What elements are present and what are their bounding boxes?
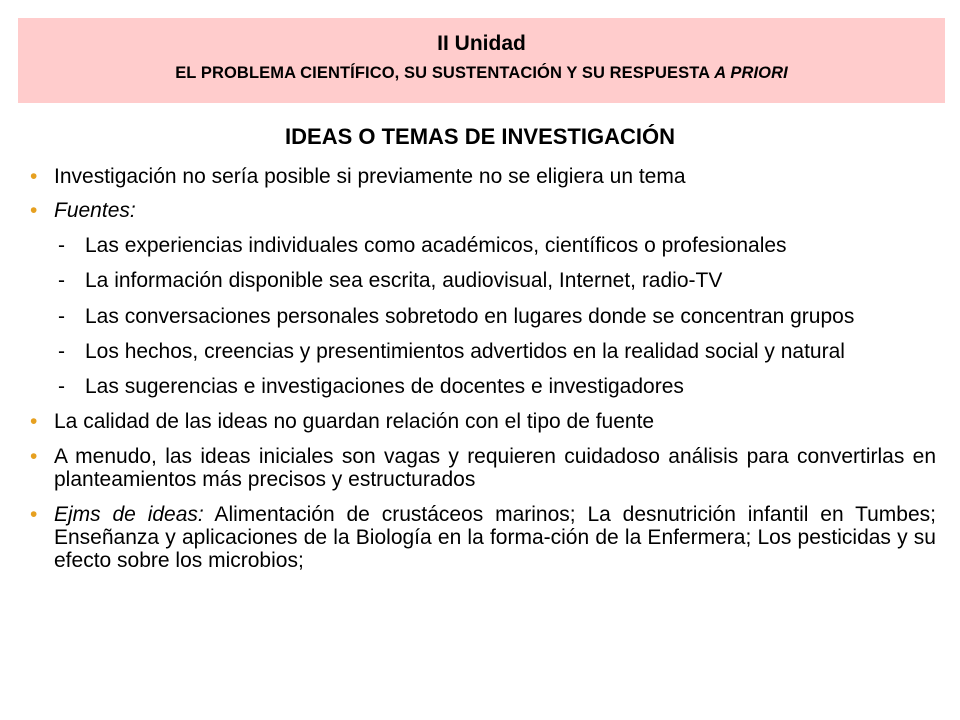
dash-marker: - <box>58 269 65 292</box>
source-text: Las experiencias individuales como académicos, científicos o profesionales <box>85 234 787 257</box>
source-text: La información disponible sea escrita, audiovisual, Internet, radio-TV <box>85 269 723 292</box>
bullet-dot-icon: • <box>30 503 38 526</box>
bullet-text: Fuentes: <box>54 199 136 222</box>
bullet-dot-icon: • <box>30 165 38 188</box>
unit-subtitle-main: EL PROBLEMA CIENTÍFICO, SU SUSTENTACIÓN Y SU RESPUESTA <box>175 64 715 82</box>
bullet-item-examples <box>30 503 936 572</box>
bullet-dot-icon: • <box>30 199 38 222</box>
source-item <box>30 234 936 257</box>
source-text: Las sugerencias e investigaciones de docentes e investigadores <box>85 375 684 398</box>
dash-marker: - <box>58 375 65 398</box>
bullet-dot-icon: • <box>30 410 38 433</box>
unit-subtitle-italic: A PRIORI <box>714 64 788 82</box>
dash-marker: - <box>58 234 65 257</box>
slide-content <box>30 165 936 572</box>
bullet-text: A menudo, las ideas iniciales son vagas y requieren cuidadoso análisis para convertirlas en planteamientos más precisos y estructurados <box>54 445 936 491</box>
bullet-dot-icon: • <box>30 445 38 468</box>
source-item <box>30 305 936 328</box>
section-title: IDEAS O TEMAS DE INVESTIGACIÓN <box>285 124 675 149</box>
bullet-item <box>30 445 936 491</box>
source-item <box>30 375 936 398</box>
source-text: Las conversaciones personales sobretodo en lugares donde se concentran grupos <box>85 305 855 328</box>
examples-text: Alimentación de crustáceos marinos; La desnutrición infantil en Tumbes; Enseñanza y aplicaciones de la Biología en la forma-ción de la Enfermera; Los pesticidas y su efecto sobre los microbios; <box>54 503 936 572</box>
dash-marker: - <box>58 340 65 363</box>
bullet-text: La calidad de las ideas no guardan relación con el tipo de fuente <box>54 410 655 433</box>
unit-title: II Unidad <box>437 32 526 55</box>
bullet-item <box>30 165 936 188</box>
source-item <box>30 340 936 363</box>
unit-header <box>18 18 945 103</box>
bullet-item <box>30 410 936 433</box>
source-item <box>30 269 936 292</box>
examples-label: Ejms de ideas: <box>54 503 204 526</box>
source-text: Los hechos, creencias y presentimientos advertidos en la realidad social y natural <box>85 340 845 363</box>
bullet-text: Investigación no sería posible si previamente no se eligiera un tema <box>54 165 686 188</box>
unit-subtitle <box>18 63 945 83</box>
dash-marker: - <box>58 305 65 328</box>
bullet-item-sources <box>30 199 936 222</box>
